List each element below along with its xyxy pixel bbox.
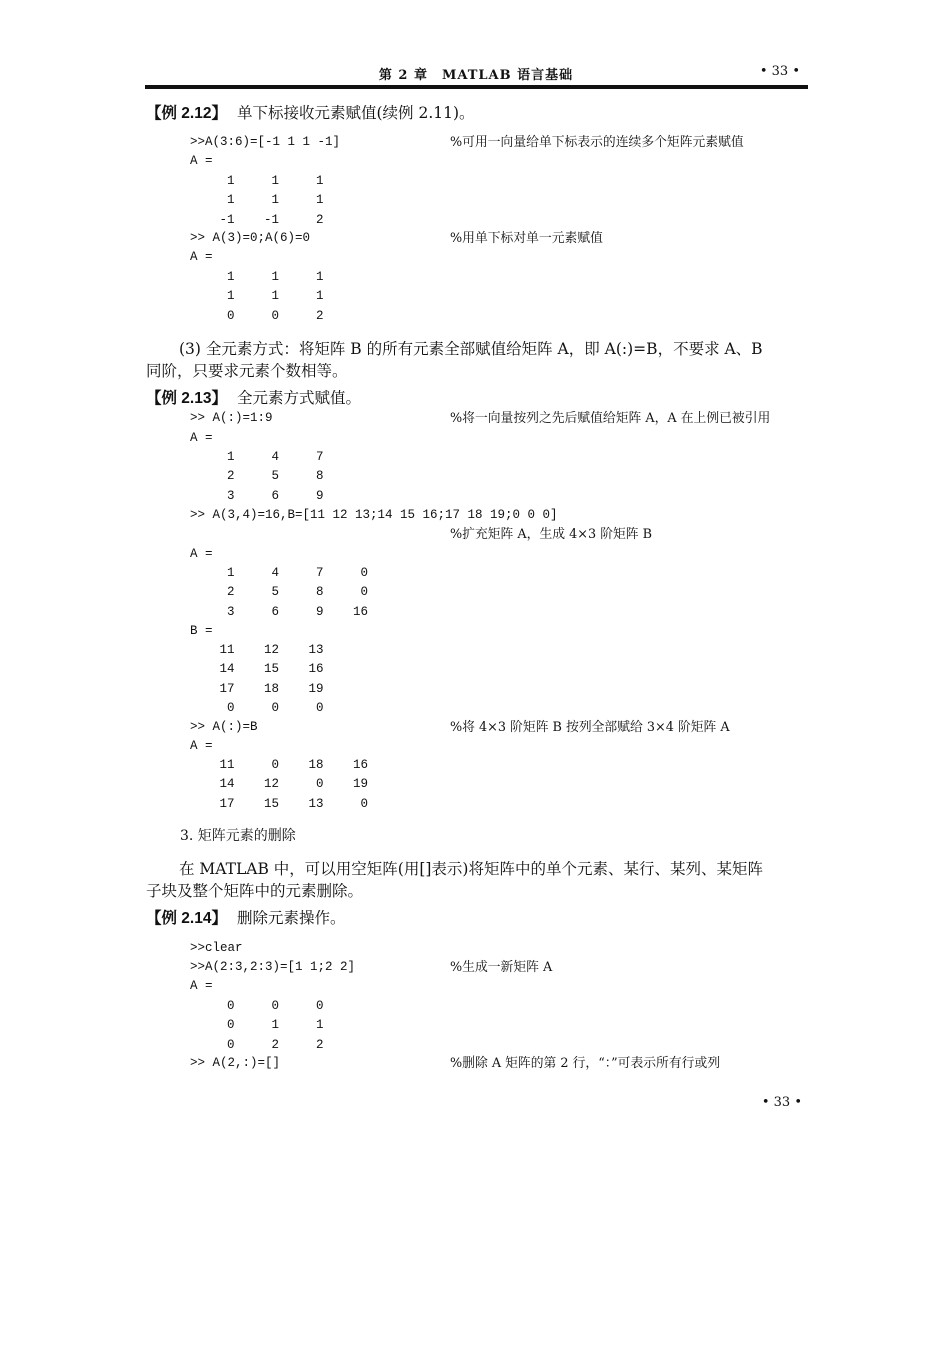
code-line: >> A(3)=0;A(6)=0	[190, 231, 311, 245]
matrix-cell: 6	[271, 604, 279, 619]
matrix-row	[190, 997, 324, 1016]
matrix-cell: 13	[308, 643, 324, 657]
matrix-cell: 11	[219, 758, 235, 772]
matrix-row	[190, 795, 368, 814]
running-header-title: 第 2 章 MATLAB 语言基础	[378, 68, 574, 83]
matrix-cell: 0	[315, 700, 324, 715]
matrix-output	[190, 641, 324, 718]
code-line: >> A(:)=B	[190, 720, 258, 734]
matrix-cell: 4	[271, 566, 279, 580]
matrix-cell: 4	[271, 450, 279, 464]
matrix-cell: 15	[263, 662, 279, 677]
matrix-cell: 3	[226, 604, 235, 619]
matrix-cell: 0	[226, 1018, 235, 1033]
matrix-cell: 0	[271, 758, 279, 772]
matrix-cell: 1	[315, 289, 324, 304]
matrix-row	[190, 699, 324, 718]
matrix-cell: 1	[271, 1018, 279, 1033]
code-comment: %生成一新矩阵 A	[450, 960, 553, 975]
matrix-row	[190, 775, 368, 794]
matrix-row	[190, 641, 324, 660]
code-line: >> A(:)=1:9	[190, 411, 273, 425]
code-comment: %可用一向量给单下标表示的连续多个矩阵元素赋值	[450, 135, 744, 150]
paragraph-full-assignment	[146, 338, 810, 382]
matrix-cell: 0	[226, 700, 235, 715]
matrix-row	[190, 172, 324, 191]
matrix-cell: 1	[226, 289, 235, 304]
example-2-13-heading	[146, 386, 361, 408]
matrix-cell: 1	[226, 450, 235, 464]
matrix-output	[190, 268, 324, 326]
matrix-cell: 0	[226, 1037, 235, 1052]
matrix-cell: 0	[360, 796, 368, 811]
paragraph-deletion	[146, 858, 810, 902]
matrix-cell: 7	[315, 566, 324, 580]
matrix-cell: 15	[263, 796, 279, 811]
matrix-cell: 12	[263, 777, 279, 792]
matrix-output	[190, 448, 324, 506]
matrix-row	[190, 448, 324, 467]
matrix-output	[190, 756, 368, 814]
example-title: 删除元素操作。	[236, 909, 346, 927]
matrix-cell: 16	[352, 604, 368, 619]
paragraph-line: 同阶，只要求元素个数相等。	[146, 362, 348, 380]
paragraph-line: 子块及整个矩阵中的元素删除。	[146, 882, 364, 900]
matrix-cell: 19	[308, 681, 324, 696]
matrix-cell: 1	[226, 193, 235, 208]
matrix-cell: 5	[271, 585, 279, 600]
matrix-cell: -1	[219, 212, 235, 227]
matrix-cell: 0	[360, 585, 368, 600]
matrix-cell: 16	[352, 758, 368, 772]
matrix-row	[190, 287, 324, 306]
footer-page-number: • 33 •	[761, 1095, 802, 1110]
matrix-cell: 13	[308, 796, 324, 811]
matrix-cell: 11	[219, 643, 235, 657]
matrix-cell: 2	[315, 1037, 324, 1052]
output-label: A =	[190, 547, 213, 561]
matrix-row	[190, 307, 324, 326]
matrix-cell: 1	[315, 193, 324, 208]
matrix-cell: 2	[226, 469, 235, 484]
matrix-cell: 0	[315, 999, 324, 1013]
matrix-output	[190, 997, 324, 1055]
matrix-cell: 1	[315, 174, 324, 188]
matrix-cell: 17	[219, 681, 235, 696]
matrix-row	[190, 487, 324, 506]
output-label: A =	[190, 250, 213, 264]
matrix-row	[190, 268, 324, 287]
example-title: 全元素方式赋值。	[236, 389, 361, 407]
matrix-cell: 2	[315, 212, 324, 227]
matrix-cell: 2	[315, 308, 324, 323]
output-label: B =	[190, 624, 213, 638]
matrix-cell: 1	[226, 566, 235, 580]
paragraph-line: (3) 全元素方式：将矩阵 B 的所有元素全部赋值给矩阵 A，即 A(:)=B，不要求 A、B	[179, 340, 763, 358]
matrix-cell: 0	[271, 308, 279, 323]
matrix-cell: 9	[315, 604, 324, 619]
matrix-cell: 0	[226, 999, 235, 1013]
matrix-cell: 5	[271, 469, 279, 484]
matrix-cell: 8	[315, 469, 324, 484]
paragraph-line: 在 MATLAB 中，可以用空矩阵(用[]表示)将矩阵中的单个元素、某行、某列、某矩阵	[179, 860, 763, 878]
matrix-cell: 0	[360, 566, 368, 580]
example-title: 单下标接收元素赋值(续例 2.11)。	[236, 104, 475, 122]
matrix-row	[190, 564, 368, 583]
matrix-cell: 18	[263, 681, 279, 696]
section-heading: 3. 矩阵元素的删除	[180, 828, 296, 844]
matrix-cell: 0	[226, 308, 235, 323]
matrix-row	[190, 660, 324, 679]
matrix-row	[190, 583, 368, 602]
matrix-cell: 3	[226, 488, 235, 503]
matrix-cell: 2	[226, 585, 235, 600]
matrix-output	[190, 172, 324, 230]
matrix-row	[190, 1016, 324, 1035]
matrix-cell: 1	[271, 270, 279, 284]
matrix-cell: -1	[263, 212, 279, 227]
example-tag: 【例 2.14】	[146, 910, 227, 927]
code-line: >>A(2:3,2:3)=[1 1;2 2]	[190, 960, 356, 974]
output-label: A =	[190, 739, 213, 753]
matrix-cell: 9	[315, 488, 324, 503]
matrix-cell: 2	[271, 1037, 279, 1052]
matrix-cell: 1	[315, 270, 324, 284]
example-2-14-heading	[146, 906, 346, 928]
code-line: >>A(3:6)=[-1 1 1 -1]	[190, 135, 341, 149]
example-tag: 【例 2.13】	[146, 390, 227, 407]
matrix-cell: 1	[271, 193, 279, 208]
matrix-cell: 1	[315, 1018, 324, 1033]
matrix-row	[190, 211, 324, 230]
code-line: >> A(2,:)=[]	[190, 1056, 281, 1070]
matrix-cell: 8	[315, 585, 324, 600]
code-line: >>clear	[190, 941, 243, 955]
matrix-cell: 0	[271, 700, 279, 715]
matrix-cell: 14	[219, 777, 235, 792]
matrix-cell: 1	[271, 289, 279, 304]
matrix-cell: 12	[263, 643, 279, 657]
output-label: A =	[190, 979, 213, 993]
matrix-cell: 0	[271, 999, 279, 1013]
example-tag: 【例 2.12】	[146, 105, 227, 122]
matrix-row	[190, 467, 324, 486]
matrix-cell: 1	[226, 174, 235, 188]
matrix-cell: 17	[219, 796, 235, 811]
matrix-output	[190, 564, 368, 622]
header-page-number: • 33 •	[759, 64, 800, 79]
matrix-cell: 1	[271, 174, 279, 188]
matrix-cell: 14	[219, 662, 235, 677]
output-label: A =	[190, 154, 213, 168]
header-rule	[145, 85, 808, 89]
matrix-row	[190, 1036, 324, 1055]
matrix-row	[190, 680, 324, 699]
code-comment: %用单下标对单一元素赋值	[450, 231, 603, 246]
code-comment: %扩充矩阵 A，生成 4×3 阶矩阵 B	[450, 527, 653, 542]
matrix-cell: 16	[308, 662, 324, 677]
output-label: A =	[190, 431, 213, 445]
code-comment: %删除 A 矩阵的第 2 行，“：”可表示所有行或列	[450, 1056, 721, 1071]
matrix-cell: 18	[308, 758, 324, 772]
matrix-cell: 0	[315, 777, 324, 792]
matrix-row	[190, 603, 368, 622]
matrix-cell: 1	[226, 270, 235, 284]
code-line: >> A(3,4)=16,B=[11 12 13;14 15 16;17 18 19;0 0 0]	[190, 508, 558, 522]
matrix-cell: 6	[271, 488, 279, 503]
matrix-cell: 7	[315, 450, 324, 464]
example-2-12-heading	[146, 101, 475, 123]
code-comment: %将一向量按列之先后赋值给矩阵 A，A 在上例已被引用	[450, 411, 771, 426]
code-comment: %将 4×3 阶矩阵 B 按列全部赋给 3×4 阶矩阵 A	[450, 720, 730, 735]
matrix-row	[190, 756, 368, 775]
matrix-row	[190, 191, 324, 210]
matrix-cell: 19	[352, 777, 368, 792]
